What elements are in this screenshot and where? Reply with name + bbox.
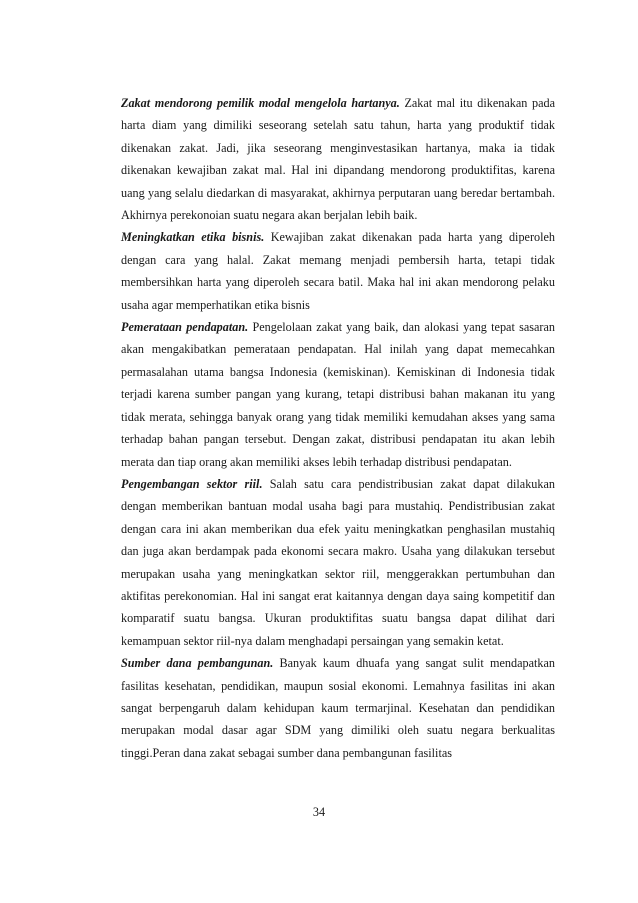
- paragraph-sektor-riil: [121, 473, 555, 652]
- paragraph-etika-bisnis: [121, 226, 555, 316]
- paragraph-body: Pengelolaan zakat yang baik, dan alokasi yang tepat sasaran akan mengakibatkan pemerataan pendapatan. Hal inilah yang dapat memecahkan permasalahan utama bangsa Indonesia (kemiskinan). Kemiskinan di Indonesia tidak terjadi karena sumber pangan yang kurang, tetapi distribusi bahan makanan itu yang tidak merata, sehingga banyak orang yang tidak memiliki kemudahan akses yang sama terhadap bahan pangan tersebut. Dengan zakat, distribusi pendapatan itu akan lebih merata dan tiap orang akan memiliki akses lebih terhadap distribusi pendapatan.: [121, 320, 555, 469]
- paragraph-heading: Pemerataan pendapatan.: [121, 320, 249, 335]
- paragraph-body: Salah satu cara pendistribusian zakat dapat dilakukan dengan memberikan bantuan modal usaha bagi para mustahiq. Pendistribusian zakat dengan cara ini akan memberikan dua efek yaitu meningkatkan penghasilan mustahiq dan juga akan berdampak pada ekonomi secara makro. Usaha yang dilakukan tersebut merupakan usaha yang meningkatkan sektor riil, menggerakkan pertumbuhan dan aktifitas perekonomian. Hal ini sangat erat kaitannya dengan daya saing kompetitif dan komparatif suatu bangsa. Ukuran produktifitas suatu bangsa dapat dilihat dari kemampuan sektor riil-nya dalam menghadapi persaingan yang semakin ketat.: [121, 476, 555, 648]
- page-number: 34: [312, 805, 326, 819]
- paragraph-body: Banyak kaum dhuafa yang sangat sulit mendapatkan fasilitas kesehatan, pendidikan, maupun sosial ekonomi. Lemahnya fasilitas ini akan sangat berpengaruh dalam kehidupan kaum termarjinal. Kesehatan dan pendidikan merupakan modal dasar agar SDM yang dimiliki oleh suatu negara berkualitas tinggi.Peran dana zakat sebagai sumber dana pembangunan fasilitas: [121, 656, 555, 760]
- paragraph-heading: Sumber dana pembangunan.: [121, 656, 274, 671]
- paragraph-body: Zakat mal itu dikenakan pada harta diam yang dimiliki seseorang setelah satu tahun, harta yang produktif tidak dikenakan zakat. Jadi, jika seseorang menginvestasikan hartanya, maka ia tidak dikenakan kewajiban zakat mal. Hal ini dipandang mendorong produktifitas, karena uang yang selalu diedarkan di masyarakat, akhirnya perputaran uang beredar bertambah. Akhirnya perekonoian suatu negara akan berjalan lebih baik.: [121, 96, 555, 223]
- paragraph-heading: Zakat mendorong pemilik modal mengelola hartanya.: [121, 96, 400, 110]
- paragraph-heading: Pengembangan sektor riil.: [121, 476, 263, 491]
- paragraph-zakat-modal: [121, 92, 555, 226]
- paragraph-pemerataan: [121, 316, 555, 473]
- body-text: [121, 92, 555, 764]
- paragraph-dana-pembangunan: [121, 652, 555, 764]
- paragraph-heading: Meningkatkan etika bisnis.: [121, 230, 265, 245]
- paragraph-body: Kewajiban zakat dikenakan pada harta yang diperoleh dengan cara yang halal. Zakat memang menjadi pembersih harta, tetapi tidak membersihkan harta yang diperoleh secara batil. Maka hal ini akan mendorong pelaku usaha agar memperhatikan etika bisnis: [121, 230, 555, 312]
